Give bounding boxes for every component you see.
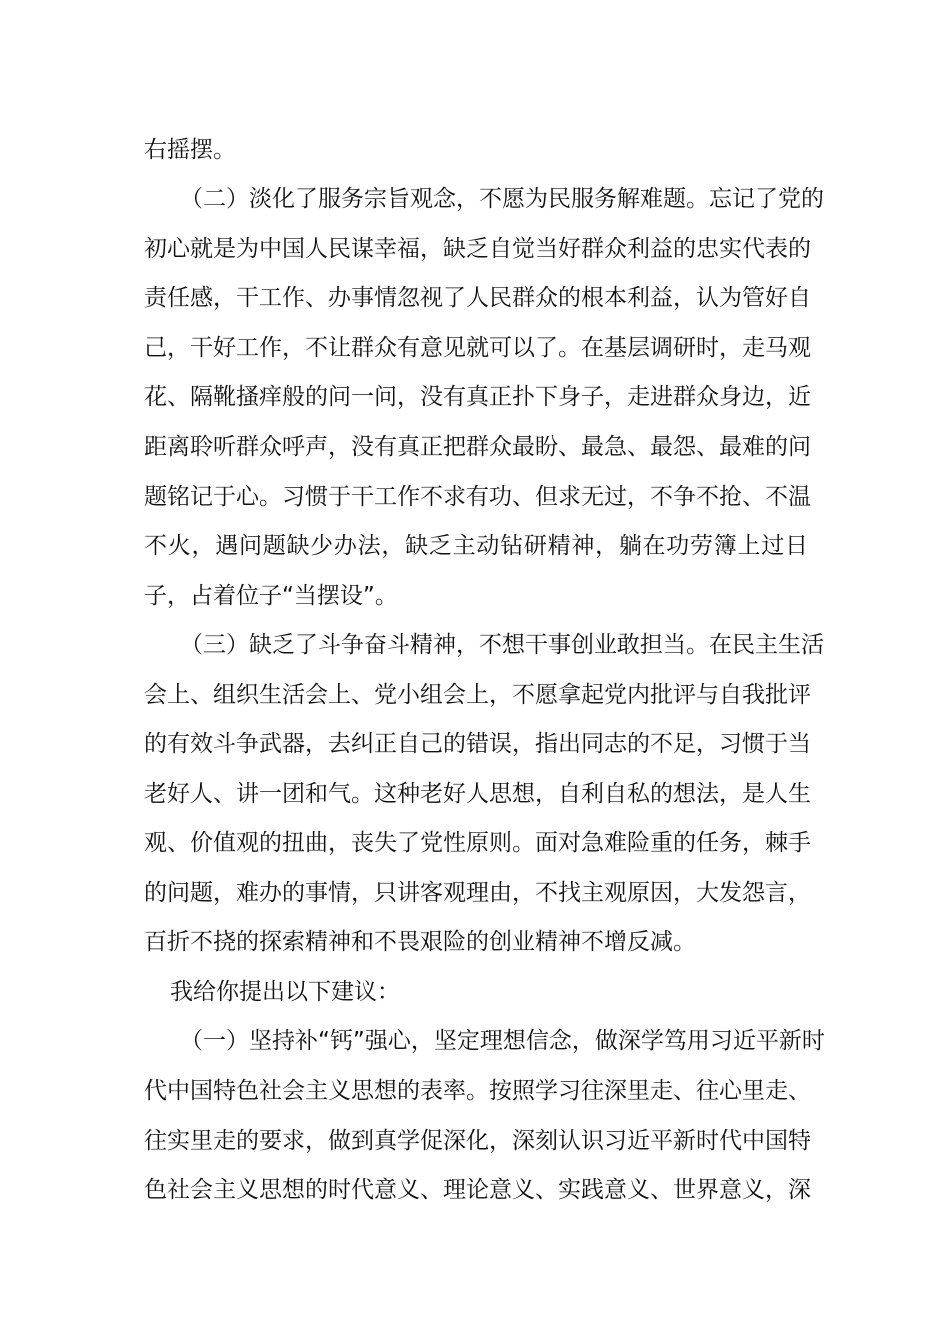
paragraph-heading-line: （一）坚持补“钙”强心，坚定理想信念，做深学笃用习近平新时 [180,1028,825,1054]
text-line: 距离聆听群众呼声，没有真正把群众最盼、最急、最怨、最难的问 [144,434,811,460]
text-line: 色社会主义思想的时代意义、理论意义、实践意义、世界意义，深 [144,1177,811,1203]
text-line: 己，干好工作，不让群众有意见就可以了。在基层调研时，走马观 [144,335,811,361]
text-line: 初心就是为中国人民谋幸福，缺乏自觉当好群众利益的忠实代表的 [144,236,811,262]
text-line: 子，占着位子“当摆设”。 [144,583,398,609]
text-line: 的问题，难办的事情，只讲客观理由，不找主观原因，大发怨言， [144,880,811,906]
text-line: 责任感，干工作、办事情忽视了人民群众的根本利益，认为管好自 [144,285,811,311]
text-line: 右摇摆。 [144,137,236,163]
text-line: 代中国特色社会主义思想的表率。按照学习往深里走、往心里走、 [144,1078,811,1104]
text-line: 往实里走的要求，做到真学促深化，深刻认识习近平新时代中国特 [144,1128,811,1154]
paragraph-heading-line: （二）淡化了服务宗旨观念，不愿为民服务解难题。忘记了党的 [180,186,824,212]
text-line: 花、隔靴搔痒般的问一问，没有真正扑下身子，走进群众身边，近 [144,384,811,410]
text-line: 的有效斗争武器，去纠正自己的错误，指出同志的不足，习惯于当 [144,731,811,757]
text-line: 观、价值观的扭曲，丧失了党性原则。面对急难险重的任务，棘手 [144,830,811,856]
text-line: 老好人、讲一团和气。这种老好人思想，自利自私的想法，是人生 [144,781,811,807]
text-line: 会上、组织生活会上、党小组会上，不愿拿起党内批评与自我批评 [144,682,811,708]
text-line: 百折不挠的探索精神和不畏艰险的创业精神不增反减。 [144,929,696,955]
text-line: 题铭记于心。习惯于干工作不求有功、但求无过，不争不抢、不温 [144,484,811,510]
text-line: 不火，遇问题缺少办法，缺乏主动钻研精神，躺在功劳簿上过日 [144,533,808,559]
paragraph-heading-line: （三）缺乏了斗争奋斗精神，不想干事创业敢担当。在民主生活 [180,632,824,658]
section-intro-line: 我给你提出以下建议： [170,979,400,1005]
